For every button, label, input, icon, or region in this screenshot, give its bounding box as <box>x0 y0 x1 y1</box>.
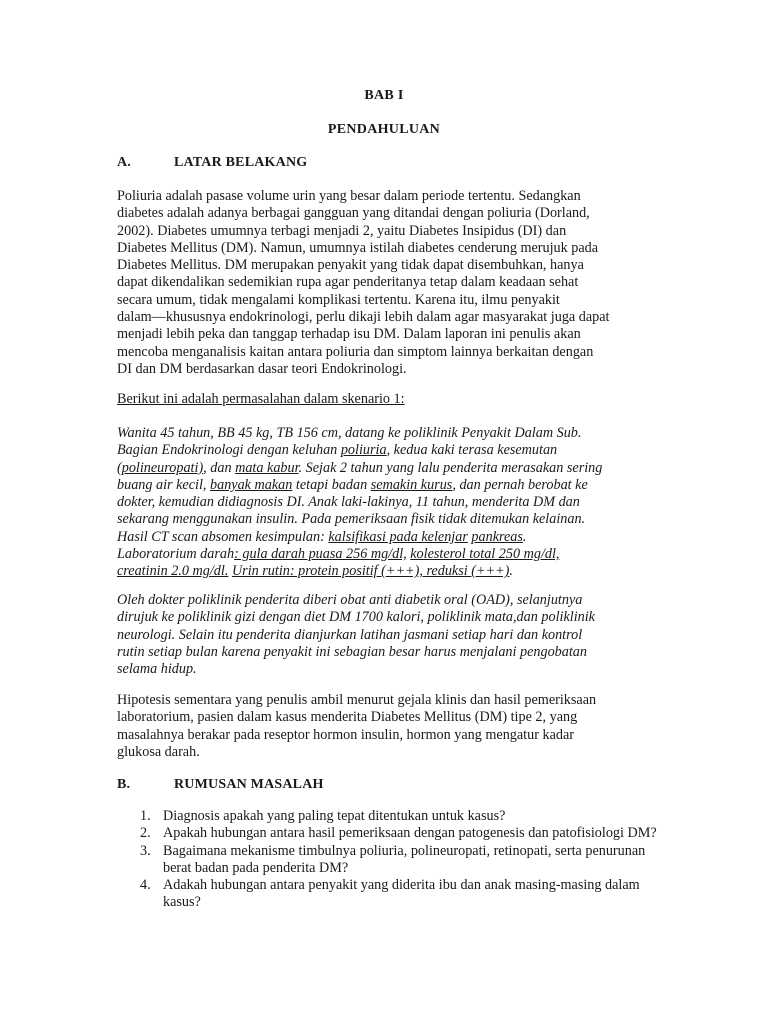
text-line: Oleh dokter poliklinik penderita diberi obat anti diabetik oral (OAD), selanjutnya <box>117 592 583 608</box>
list-item <box>117 877 657 912</box>
text-line <box>117 477 657 494</box>
underlined-term: mata kabur <box>235 459 299 476</box>
text-line: 2002). Diabetes umumnya terbagi menjadi 2, yaitu Diabetes Insipidus (DI) dan <box>117 222 567 239</box>
underlined-term: semakin kurus <box>370 476 453 493</box>
text-line: rutin setiap bulan karena penyakit ini sebagian besar harus menjalani pengobatan <box>117 643 587 660</box>
list-item <box>117 808 657 825</box>
text-line: mencoba menganalisis kaitan antara poliuria dan simptom lainnya berkaitan dengan <box>117 343 594 360</box>
text-span: . <box>522 528 527 545</box>
list-text: Bagaimana mekanisme timbulnya poliuria, polineuropati, retinopati, serta penurunan berat badan pada penderita DM? <box>163 842 646 876</box>
section-a-number: A. <box>117 155 132 170</box>
text-line: Hipotesis sementara yang penulis ambil menurut gejala klinis dan hasil pemeriksaan <box>117 692 597 708</box>
underlined-term: pankreas <box>471 528 523 545</box>
underlined-term: banyak makan <box>210 476 293 493</box>
list-number: 2. <box>140 825 151 842</box>
scenario-heading <box>117 391 657 408</box>
underlined-term: : gula darah puasa 256 mg/dl, <box>234 546 407 563</box>
list-number: 4. <box>140 877 151 894</box>
text-span: . <box>509 563 513 580</box>
list-item <box>117 825 657 842</box>
section-a-title: LATAR BELAKANG <box>174 155 308 170</box>
hypothesis-paragraph <box>117 692 657 761</box>
underlined-term: (polineuropati) <box>117 459 204 476</box>
text-line: Poliuria adalah pasase volume urin yang besar dalam periode tertentu. Sedangkan <box>117 188 581 204</box>
list-text: Diagnosis apakah yang paling tepat ditentukan untuk kasus? <box>163 808 506 824</box>
text-line: glukosa darah. <box>117 743 200 760</box>
text-span: , dan pernah berobat ke <box>452 476 588 493</box>
text-line: dirujuk ke poliklinik gizi dengan diet DM 1700 kalori, poliklinik mata,dan poliklinik <box>117 609 595 626</box>
text-line: DI dan DM berdasarkan dasar teori Endokrinologi. <box>117 360 407 377</box>
list-number: 3. <box>140 842 151 859</box>
list-text: Apakah hubungan antara hasil pemeriksaan dengan patogenesis dan patofisiologi DM? <box>163 825 657 842</box>
text-span: tetapi badan <box>292 476 371 493</box>
text-line: masalahnya berakar pada reseptor hormon insulin, hormon yang mengatur kadar <box>117 726 574 743</box>
underlined-term: creatinin 2.0 mg/dl. <box>117 563 229 580</box>
text-span: Bagian Endokrinologi dengan keluhan <box>117 442 341 459</box>
section-b-title: RUMUSAN MASALAH <box>174 777 324 792</box>
text-line <box>117 460 657 477</box>
section-b-heading <box>117 777 324 793</box>
text-span: , dan <box>203 459 236 476</box>
text-line <box>117 546 657 563</box>
chapter-title: PENDAHULUAN <box>327 122 441 137</box>
section-b-number: B. <box>117 777 131 792</box>
underlined-term: kolesterol total 250 mg/dl, <box>410 546 560 563</box>
text-line <box>117 529 657 546</box>
text-line: selama hidup. <box>117 661 197 678</box>
list-item <box>117 843 657 878</box>
list-number: 1. <box>140 808 151 824</box>
underlined-term: poliuria <box>340 442 387 459</box>
text-line <box>117 563 657 580</box>
text-span: . Sejak 2 tahun yang lalu penderita merasakan sering <box>298 459 603 476</box>
text-line: diabetes adalah adanya berbagai gangguan yang ditandai dengan poliuria (Dorland, <box>117 205 590 222</box>
intro-paragraph <box>117 188 657 378</box>
text-line: menjadi lebih peka dan tanggap terhadap isu DM. Dalam laporan ini penulis akan <box>117 326 581 343</box>
scenario-heading-text: Berikut ini adalah permasalahan dalam skenario 1: <box>117 391 405 407</box>
text-span: Hasil CT scan absomen kesimpulan: <box>117 528 329 545</box>
section-a-heading <box>117 155 307 171</box>
text-span: , kedua kaki terasa kesemutan <box>386 442 558 459</box>
text-line: Diabetes Mellitus (DM). Namun, umumnya istilah diabetes cenderung merujuk pada <box>117 239 599 256</box>
chapter-label: BAB I <box>364 88 404 103</box>
text-line: dapat dikendalikan sedemikian rupa agar penderitanya tetap dalam keadaan sehat <box>117 274 579 291</box>
text-line: Wanita 45 tahun, BB 45 kg, TB 156 cm, datang ke poliklinik Penyakit Dalam Sub. <box>117 425 582 441</box>
text-line: neurologi. Selain itu penderita dianjurkan latihan jasmani setiap hari dan kontrol <box>117 626 583 643</box>
text-line <box>117 442 657 459</box>
text-line: laboratorium, pasien dalam kasus menderita Diabetes Mellitus (DM) tipe 2, yang <box>117 709 578 726</box>
text-line: dalam—khususnya endokrinologi, perlu dikaji lebih dalam agar masyarakat juga dapat <box>117 309 610 326</box>
text-span: buang air kecil, <box>117 476 210 493</box>
text-line: Diabetes Mellitus. DM merupakan penyakit yang tidak dapat disembuhkan, hanya <box>117 257 584 274</box>
list-text: Adakah hubungan antara penyakit yang diderita ibu dan anak masing-masing dalam kasus? <box>163 877 640 911</box>
text-line: dokter, kemudian didiagnosis DI. Anak laki-lakinya, 11 tahun, menderita DM dan <box>117 494 580 511</box>
text-line: sekarang menggunakan insulin. Pada pemeriksaan fisik tidak ditemukan kelainan. <box>117 511 586 528</box>
underlined-term: Urin rutin: protein positif (+++), reduksi (+++) <box>231 563 510 580</box>
treatment-paragraph <box>117 592 657 678</box>
problem-list <box>117 808 657 912</box>
underlined-term: kalsifikasi pada kelenjar <box>328 528 468 545</box>
text-span: Laboratorium darah <box>117 546 235 563</box>
text-line: secara umum, tidak mengalami komplikasi tertentu. Karena itu, ilmu penyakit <box>117 291 560 308</box>
scenario-paragraph <box>117 425 657 581</box>
